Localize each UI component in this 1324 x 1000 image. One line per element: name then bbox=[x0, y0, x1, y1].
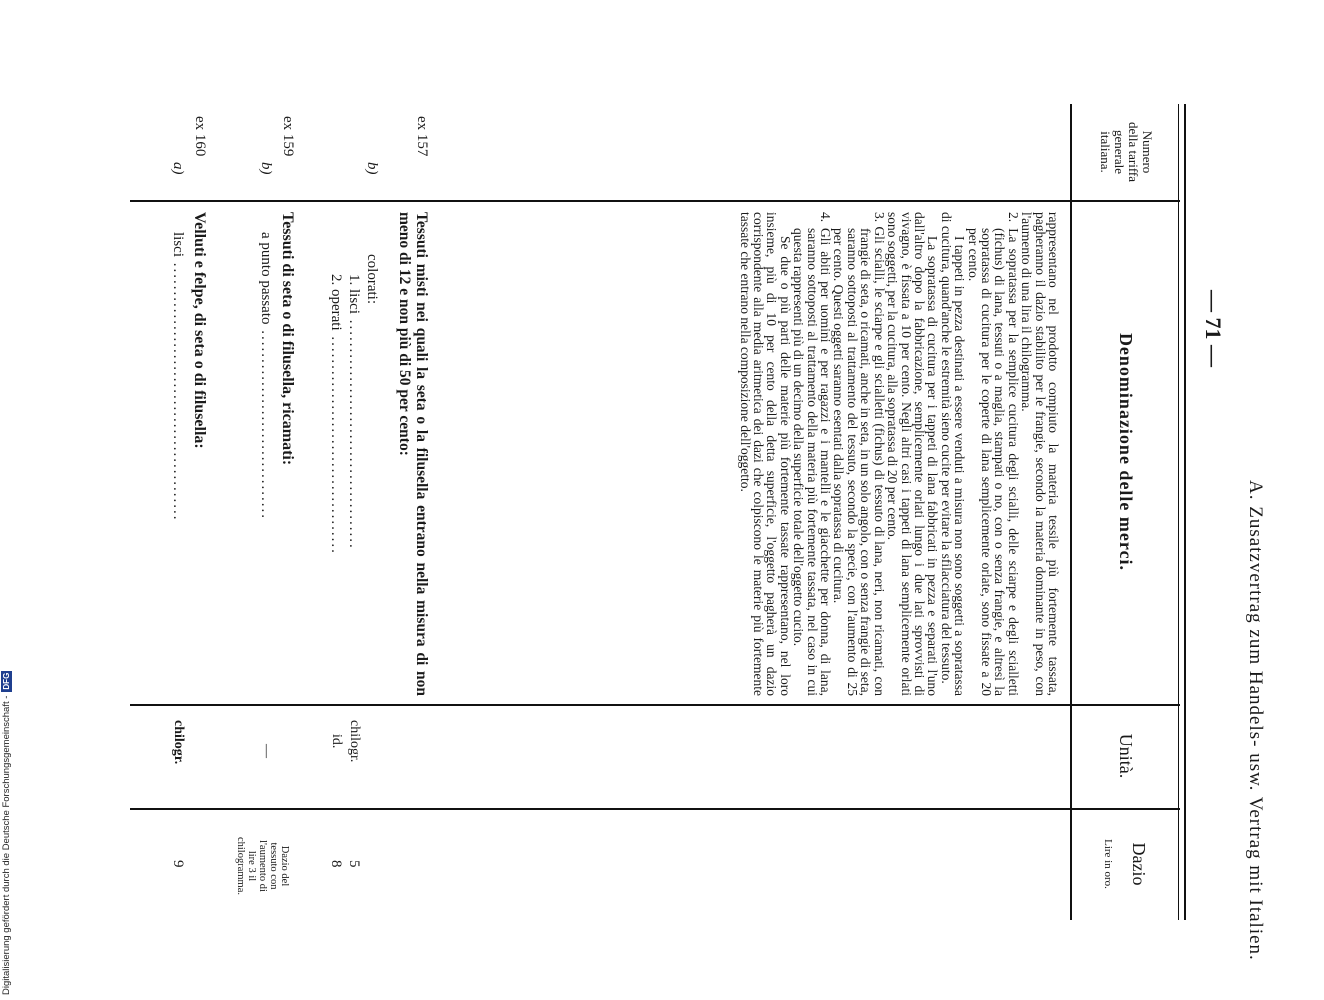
rate-note-line: chilogramma. bbox=[235, 836, 246, 896]
footer-text: Digitalisierung gefördert durch die Deutsche Forschungsgemeinschaft - bbox=[1, 695, 12, 995]
row-description: Tessuti misti nei quali la seta o la filusella entrano nella misura di non meno di 12 e non più di 50 per cento: bbox=[396, 212, 430, 696]
dazio-unit-note: Lire in oro. bbox=[1102, 839, 1115, 889]
tariff-table bbox=[126, 104, 1186, 920]
footer-credit bbox=[1, 671, 12, 995]
unit-value: chilogr. bbox=[347, 720, 362, 763]
digitization-footer bbox=[0, 0, 20, 1000]
numero-line: della tariffa bbox=[1126, 121, 1141, 183]
note-paragraph: La sopratassa di cucitura per i tappeti di lana fabbricati in pezza e separati l'uno dall'altro dopo la fabbricazione, semplicemente orlati lungo i due lati sprovvisti di vivagno, è fissata a 10 per cento. Negli altri casi i tappeti di lana semplicemente orlati sono soggetti, per la cucitura, alla sopratassa di 20 per cento. bbox=[885, 212, 941, 696]
table-top-rule bbox=[1178, 104, 1186, 920]
running-title: A. Zusatzvertrag zum Handels- usw. Vertrag mit Italien. bbox=[1245, 480, 1266, 961]
rate-note bbox=[235, 816, 290, 916]
row-description: Tessuti di seta o di filusella, ricamati: bbox=[279, 212, 296, 466]
note-paragraph: 2. La sopratassa per la semplice cucitura degli scialli, delle sciarpe e degli scialletti (fichus) di lana, tessuti o a maglia, stampati o no, con o senza frangie, e altresì la sopratassa di cucitura per le coperte di lana semplicemente orlate, sono fissate a 20 per cento. bbox=[965, 212, 1021, 696]
note-paragraph: 4. Gli abiti per uomini e per ragazzi e i mantelli e le giacchette per donna, di lana, saranno sottoposti al trattamento della materia più fortemente tassata, nel caso in cui questa rappresenti più di un decimo della superficie totale dell'oggetto cucito. bbox=[791, 212, 834, 696]
item-label: lisci bbox=[170, 232, 186, 257]
row-description: 2. operati ...................................... bbox=[328, 274, 344, 555]
row-description: a punto passato ................................. bbox=[258, 232, 274, 520]
item-label: 2. operati bbox=[328, 274, 344, 331]
dfg-logo: DFG bbox=[2, 672, 11, 690]
column-header-unita: Unità. bbox=[1116, 733, 1137, 779]
rate-note-line: Dazio del bbox=[279, 845, 290, 887]
rate-note-line: l'aumento di bbox=[257, 840, 268, 892]
column-header-numero bbox=[1076, 104, 1176, 200]
row-description: lisci ............................................. bbox=[170, 232, 186, 522]
column-header-dazio bbox=[1076, 808, 1176, 920]
tariff-subletter: b) bbox=[258, 162, 274, 175]
item-label: 1. lisci bbox=[346, 274, 362, 314]
row-description: Velluti e felpe, di seta o di filusella: bbox=[191, 212, 208, 449]
numero-line: Numero bbox=[1140, 130, 1155, 174]
rate-value: 8 bbox=[328, 860, 344, 868]
page-number: — 71 — bbox=[1201, 290, 1226, 367]
tariff-number: ex 160 bbox=[192, 116, 208, 157]
note-paragraph: rappresentano nel prodotto compiuto la materia tessile più fortemente tassata, pagheranno il dazio stabilito per le frangie, secondo la materia dominante in peso, con l'aumento di una lira il chilogramma. bbox=[1019, 212, 1061, 696]
column-separator bbox=[130, 200, 1180, 202]
rate-note-line: tessuto con bbox=[268, 842, 279, 890]
column-header-denominazione: Denominazione delle merci. bbox=[1116, 332, 1137, 572]
column-separator bbox=[130, 808, 1180, 810]
document-page bbox=[110, 60, 1270, 961]
tariff-number: ex 159 bbox=[280, 116, 296, 157]
unit-value: chilogr. bbox=[171, 720, 186, 765]
unit-value: id. bbox=[329, 734, 344, 749]
notes-block bbox=[738, 212, 1060, 696]
tariff-number: ex 157 bbox=[414, 116, 430, 157]
row-description: colorati: bbox=[364, 254, 380, 304]
tariff-subletter: a) bbox=[170, 162, 186, 175]
header-rule bbox=[1070, 104, 1072, 920]
numero-line: generale bbox=[1112, 129, 1127, 175]
rate-value: 5 bbox=[346, 860, 362, 868]
unit-value: — bbox=[259, 744, 274, 758]
note-paragraph: 3. Gli scialli, le sciarpe e gli scialletti (fichus) di tessuto di lana, neri, non ricamati, con frangie di seta, o ricamati, anche in seta, in un solo angolo, con o senza frangie di seta, saranno sottoposti al trattamento del tessuto, secondo la specie, con l'aumento di 25 per cento. Questi oggetti saranno esentati dalla sopratassa di cucitura. bbox=[831, 212, 887, 696]
note-paragraph: Se due o più parti delle materie più fortemente tassate rappresentano, nel loro insieme, più di 10 per cento della detta superficie, l'oggetto pagherà un dazio corrispondente alla media aritmetica dei dazi che colpiscono le materie più fortemente tassate che entrano nella composizione dell'oggetto. bbox=[737, 212, 793, 696]
item-label: a punto passato bbox=[258, 232, 274, 325]
note-paragraph: I tappeti in pezza destinati a essere venduti a misura non sono soggetti a sopratassa di cucitura, quand'anche le estremità sieno cucite per evitare la sfilacciatura del tessuto. bbox=[938, 212, 968, 696]
dazio-label: Dazio bbox=[1129, 842, 1150, 886]
rate-value: 9 bbox=[170, 860, 186, 868]
row-description: 1. lisci ........................................ bbox=[346, 274, 362, 550]
running-head bbox=[1200, 60, 1270, 961]
column-separator bbox=[130, 704, 1180, 706]
numero-line: italiana. bbox=[1098, 131, 1113, 173]
rate-note-line: lire 3 il bbox=[246, 850, 257, 882]
tariff-subletter: b) bbox=[364, 162, 380, 175]
